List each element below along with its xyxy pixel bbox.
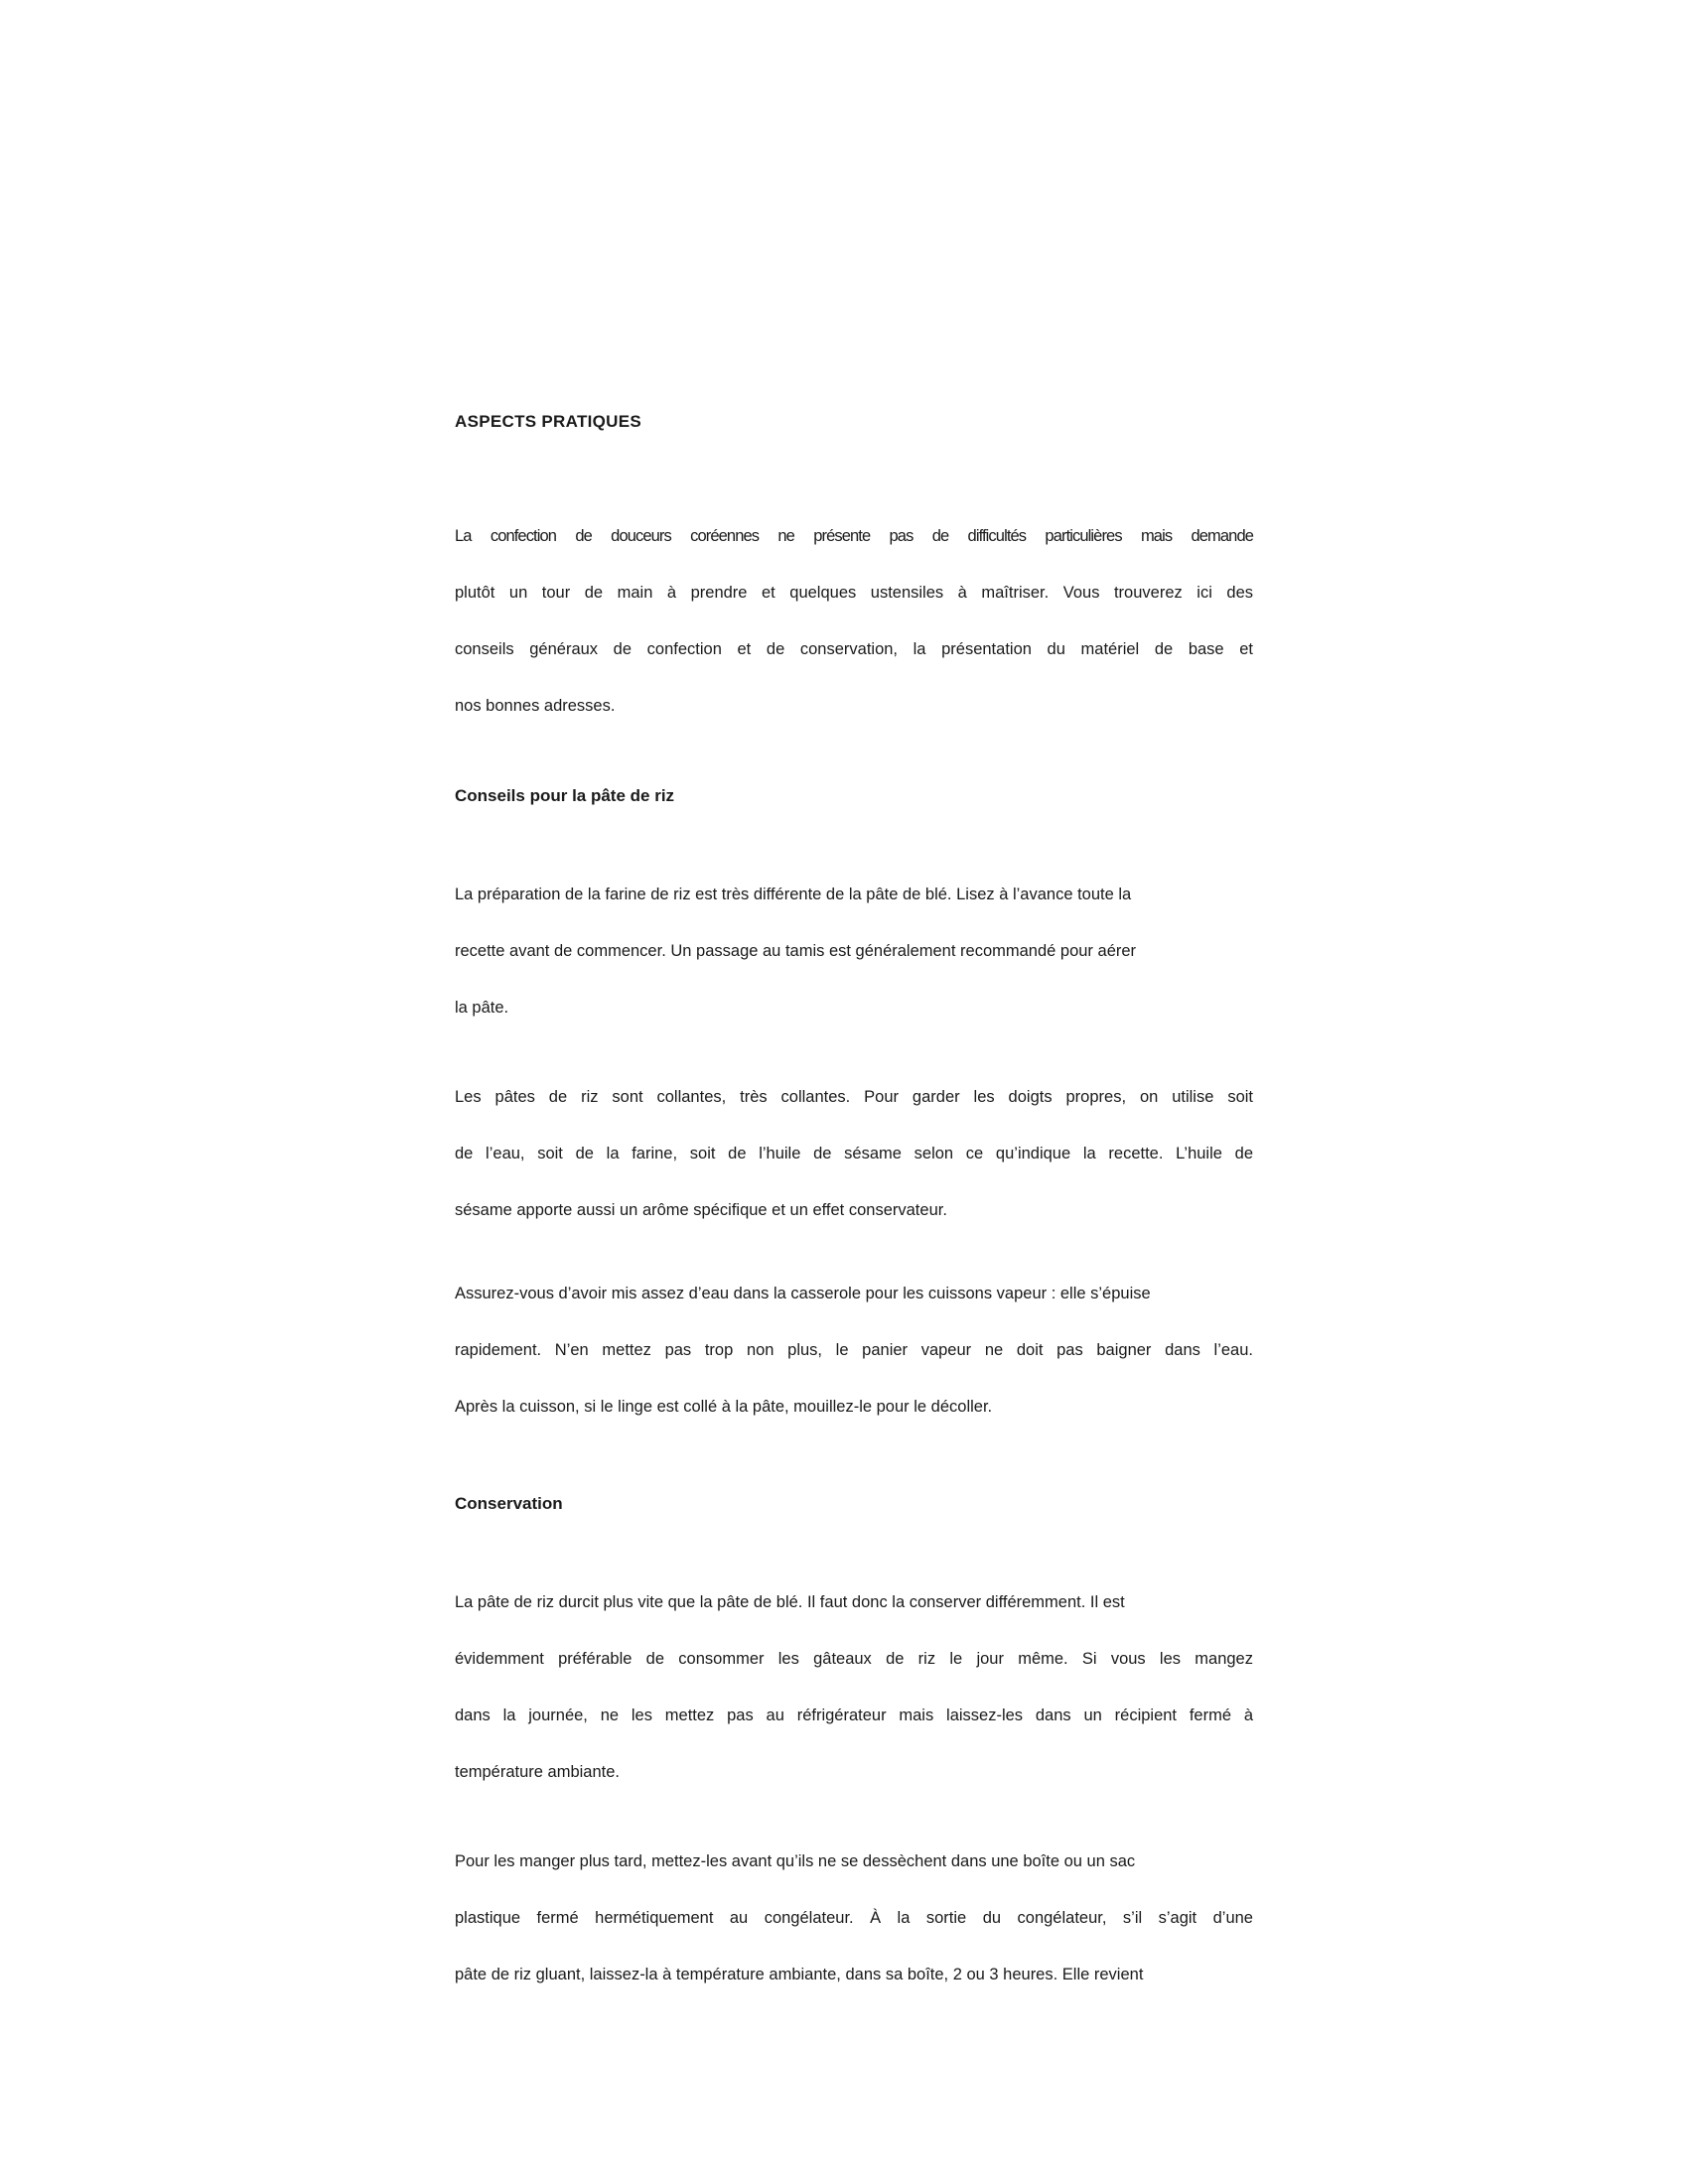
paragraph <box>455 867 1253 1036</box>
text-line: sésame apporte aussi un arôme spécifique et un effet conservateur. <box>455 1201 947 1219</box>
text-line: rapidement. N’en mettez pas trop non plus, le panier vapeur ne doit pas baigner dans l’eau. <box>455 1341 1253 1359</box>
text-line: Les pâtes de riz sont collantes, très collantes. Pour garder les doigts propres, on utilise soit <box>455 1088 1253 1106</box>
text-line: plastique fermé hermétiquement au congélateur. À la sortie du congélateur, s’il s’agit d’une <box>455 1909 1253 1927</box>
text-line: La pâte de riz durcit plus vite que la pâte de blé. Il faut donc la conserver différemment. Il est <box>455 1593 1125 1611</box>
text-line: évidemment préférable de consommer les gâteaux de riz le jour même. Si vous les mangez <box>455 1650 1253 1668</box>
text-line: Assurez-vous d’avoir mis assez d’eau dans la casserole pour les cuissons vapeur : elle s’épuise <box>455 1285 1151 1302</box>
text-line: dans la journée, ne les mettez pas au réfrigérateur mais laissez-les dans un récipient fermé à <box>455 1706 1253 1724</box>
text-line: nos bonnes adresses. <box>455 697 616 715</box>
intro-paragraph <box>455 508 1253 735</box>
text-line: de l’eau, soit de la farine, soit de l’huile de sésame selon ce qu’indique la recette. L’huile de <box>455 1145 1253 1162</box>
text-line: Pour les manger plus tard, mettez-les avant qu’ils ne se dessèchent dans une boîte ou un sac <box>455 1852 1136 1870</box>
page-title: ASPECTS PRATIQUES <box>455 412 642 431</box>
text-line: La confection de douceurs coréennes ne présente pas de difficultés particulières mais demande <box>455 527 1253 545</box>
text-line: recette avant de commencer. Un passage au tamis est généralement recommandé pour aérer <box>455 942 1137 960</box>
document-body <box>455 403 1253 2003</box>
section-heading-conservation: Conservation <box>455 1494 563 1513</box>
paragraph <box>455 1574 1253 1801</box>
text-line: la pâte. <box>455 999 509 1017</box>
paragraph <box>455 1069 1253 1239</box>
text-line: pâte de riz gluant, laissez-la à température ambiante, dans sa boîte, 2 ou 3 heures. Elle revient <box>455 1966 1144 1983</box>
text-line: conseils généraux de confection et de conservation, la présentation du matériel de base et <box>455 640 1253 658</box>
text-line: Après la cuisson, si le linge est collé à la pâte, mouillez-le pour le décoller. <box>455 1398 993 1416</box>
text-line: température ambiante. <box>455 1763 621 1781</box>
paragraph <box>455 1834 1253 2003</box>
text-line: La préparation de la farine de riz est très différente de la pâte de blé. Lisez à l’avance toute la <box>455 886 1132 903</box>
section-heading-pate-de-riz: Conseils pour la pâte de riz <box>455 786 675 805</box>
text-line: plutôt un tour de main à prendre et quelques ustensiles à maîtriser. Vous trouverez ici des <box>455 584 1253 602</box>
paragraph <box>455 1266 1253 1435</box>
